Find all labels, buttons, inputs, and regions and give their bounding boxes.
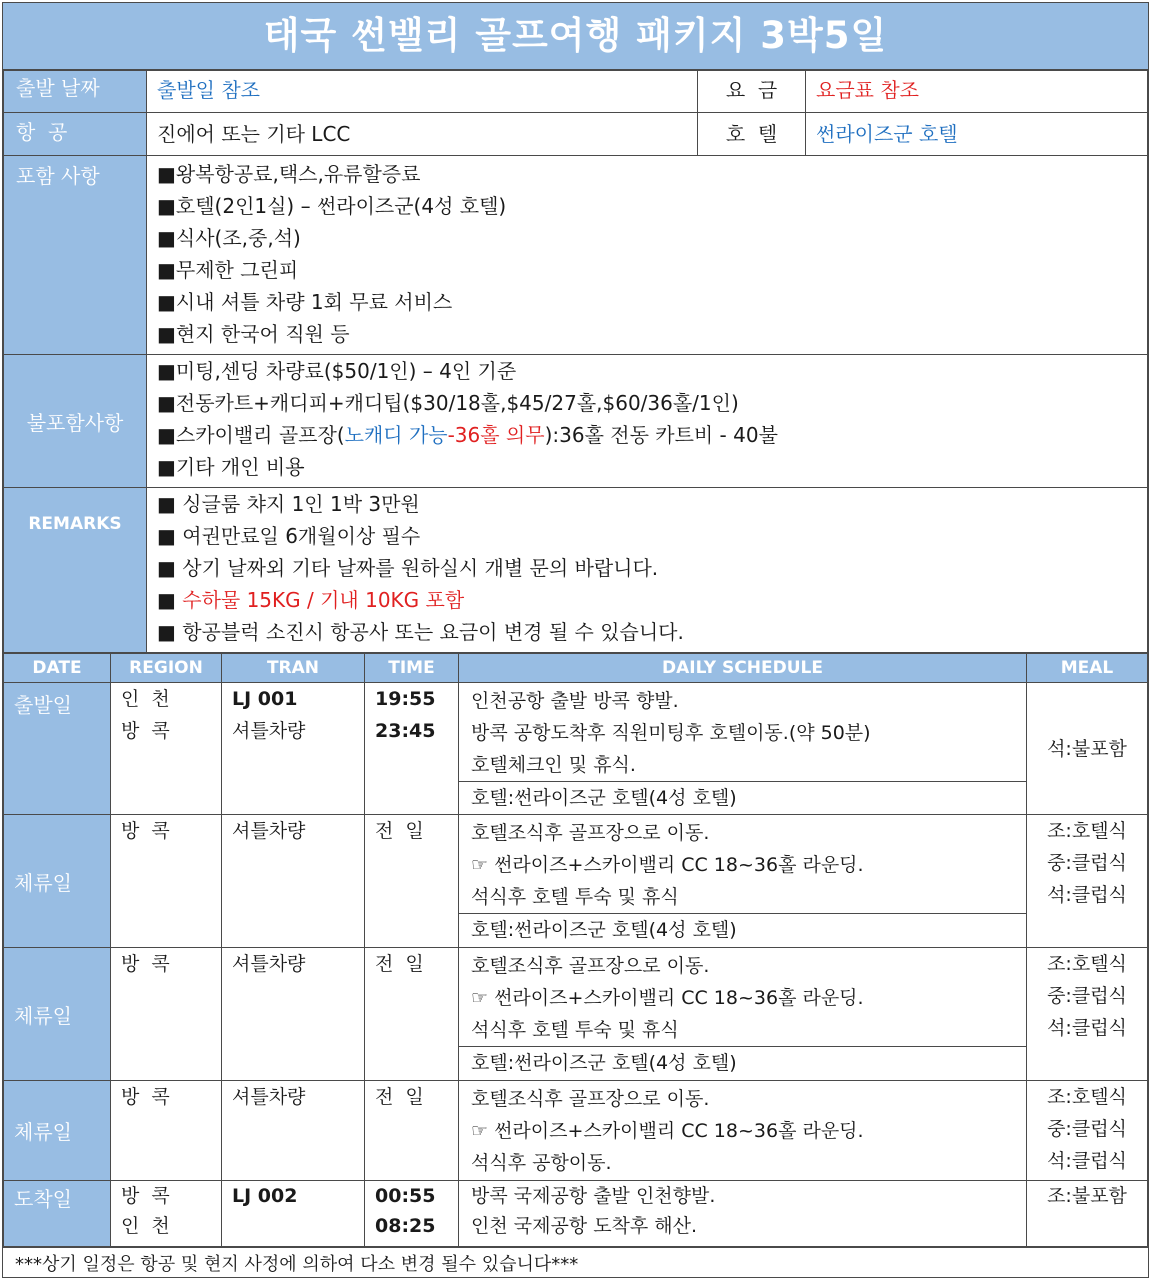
meal-cell: 석:불포함 xyxy=(1027,683,1148,815)
schedule-line: 석식후 호텔 투숙 및 휴식 xyxy=(471,886,679,908)
schedule-line: 호텔조식후 골프장으로 이동. xyxy=(471,822,710,844)
meal-cell: 조:불포함 xyxy=(1027,1181,1148,1247)
schedule-row xyxy=(4,948,1148,1081)
transport-cell: LJ 001 셔틀차량 xyxy=(222,683,365,815)
meal-cell: 조:호텔식 중:클럽식 석:클럽식 xyxy=(1027,1081,1148,1181)
transport-cell: LJ 002 xyxy=(222,1181,365,1247)
day-label: 체류일 xyxy=(4,948,111,1081)
schedule-row xyxy=(4,1081,1148,1181)
schedule-row xyxy=(4,1181,1148,1247)
included-item: ■시내 셔틀 차량 1회 무료 서비스 xyxy=(157,290,453,314)
time-cell: 전 일 xyxy=(365,815,459,948)
daily-schedule-cell xyxy=(459,948,1027,1081)
page-title: 태국 썬밸리 골프여행 패키지 3박5일 xyxy=(3,3,1148,70)
remark-item: ■ 상기 날짜외 기타 날짜를 원하실시 개별 문의 바랍니다. xyxy=(157,556,659,580)
region-cell: 방 콕 xyxy=(111,815,222,948)
schedule-line: 호텔체크인 및 휴식. xyxy=(471,754,636,776)
hotel-value: 썬라이즈군 호텔 xyxy=(806,113,1148,156)
meal-cell: 조:호텔식 중:클럽식 석:클럽식 xyxy=(1027,948,1148,1081)
airline-value: 진에어 또는 기타 LCC xyxy=(147,113,698,156)
excluded-item: ■미팅,센딩 차량료($50/1인) – 4인 기준 xyxy=(157,359,517,383)
itinerary-document xyxy=(2,2,1149,1278)
footer-note: ***상기 일정은 항공 및 현지 사정에 의하여 다소 변경 될수 있습니다*** xyxy=(3,1247,1148,1282)
remark-item: ■ 수하물 15KG / 기내 10KG 포함 xyxy=(157,588,465,612)
schedule-line: 방콕 국제공항 출발 인천향발. xyxy=(471,1185,716,1207)
header-region: REGION xyxy=(111,654,222,683)
day-label: 체류일 xyxy=(4,1081,111,1181)
included-item: ■무제한 그린피 xyxy=(157,258,299,282)
schedule-line: 인천공항 출발 방콕 향발. xyxy=(471,690,679,712)
remark-item: ■ 여권만료일 6개월이상 필수 xyxy=(157,524,421,548)
excluded-list xyxy=(147,355,1148,488)
day-label: 도착일 xyxy=(4,1181,111,1247)
included-item: ■식사(조,중,석) xyxy=(157,226,301,250)
header-meal: MEAL xyxy=(1027,654,1148,683)
hotel-line: 호텔:썬라이즈군 호텔(4성 호텔) xyxy=(459,913,1026,946)
departure-label: 출발 날짜 xyxy=(4,71,147,113)
remarks-label: REMARKS xyxy=(4,488,147,653)
included-item: ■왕복항공료,택스,유류할증료 xyxy=(157,162,421,186)
time-cell: 19:55 23:45 xyxy=(365,683,459,815)
time-cell: 전 일 xyxy=(365,948,459,1081)
time-cell: 00:55 08:25 xyxy=(365,1181,459,1247)
info-table xyxy=(3,70,1148,653)
region-cell: 방 콕 인 천 xyxy=(111,1181,222,1247)
airline-label: 항 공 xyxy=(4,113,147,156)
remark-item: ■ 싱글룸 챠지 1인 1박 3만원 xyxy=(157,492,420,516)
included-item: ■호텔(2인1실) – 썬라이즈군(4성 호텔) xyxy=(157,194,507,218)
schedule-line: 석식후 공항이동. xyxy=(471,1152,612,1174)
remarks-list xyxy=(147,488,1148,653)
daily-schedule-cell xyxy=(459,1081,1027,1181)
hotel-line: 호텔:썬라이즈군 호텔(4성 호텔) xyxy=(459,1046,1026,1079)
remark-item: ■ 항공블럭 소진시 항공사 또는 요금이 변경 될 수 있습니다. xyxy=(157,620,684,644)
included-list xyxy=(147,156,1148,355)
hotel-line: 호텔:썬라이즈군 호텔(4성 호텔) xyxy=(459,781,1026,814)
excluded-item: ■전동카트+캐디피+캐디팁($30/18홀,$45/27홀,$60/36홀/1인) xyxy=(157,391,739,415)
included-item: ■현지 한국어 직원 등 xyxy=(157,322,350,346)
region-cell: 방 콕 xyxy=(111,1081,222,1181)
schedule-line: 호텔조식후 골프장으로 이동. xyxy=(471,955,710,977)
daily-schedule-cell xyxy=(459,1181,1027,1247)
time-cell: 전 일 xyxy=(365,1081,459,1181)
schedule-line: ☞ 썬라이즈+스카이밸리 CC 18~36홀 라운딩. xyxy=(471,854,864,876)
excluded-label: 불포함사항 xyxy=(4,355,147,488)
transport-cell: 셔틀차량 xyxy=(222,815,365,948)
transport-cell: 셔틀차량 xyxy=(222,1081,365,1181)
fare-value: 요금표 참조 xyxy=(806,71,1148,113)
schedule-line: 석식후 호텔 투숙 및 휴식 xyxy=(471,1019,679,1041)
schedule-row xyxy=(4,815,1148,948)
meal-cell: 조:호텔식 중:클럽식 석:클럽식 xyxy=(1027,815,1148,948)
excluded-item: ■기타 개인 비용 xyxy=(157,455,305,479)
region-cell: 방 콕 xyxy=(111,948,222,1081)
day-label: 체류일 xyxy=(4,815,111,948)
included-label: 포함 사항 xyxy=(4,156,147,355)
schedule-table xyxy=(3,653,1148,1247)
schedule-line: 인천 국제공항 도착후 해산. xyxy=(471,1215,698,1237)
daily-schedule-cell xyxy=(459,683,1027,815)
schedule-line: ☞ 썬라이즈+스카이밸리 CC 18~36홀 라운딩. xyxy=(471,1120,864,1142)
hotel-label: 호 텔 xyxy=(698,113,806,156)
fare-label: 요 금 xyxy=(698,71,806,113)
header-tran: TRAN xyxy=(222,654,365,683)
departure-value: 출발일 참조 xyxy=(147,71,698,113)
header-daily-schedule: DAILY SCHEDULE xyxy=(459,654,1027,683)
schedule-line: 방콕 공항도착후 직원미팅후 호텔이동.(약 50분) xyxy=(471,722,871,744)
daily-schedule-cell xyxy=(459,815,1027,948)
header-time: TIME xyxy=(365,654,459,683)
schedule-line: 호텔조식후 골프장으로 이동. xyxy=(471,1088,710,1110)
schedule-row xyxy=(4,683,1148,815)
transport-cell: 셔틀차량 xyxy=(222,948,365,1081)
day-label: 출발일 xyxy=(4,683,111,815)
region-cell: 인 천 방 콕 xyxy=(111,683,222,815)
header-date: DATE xyxy=(4,654,111,683)
excluded-item: ■스카이밸리 골프장(노캐디 가능-36홀 의무):36홀 전동 카트비 - 40불 xyxy=(157,423,778,447)
schedule-line: ☞ 썬라이즈+스카이밸리 CC 18~36홀 라운딩. xyxy=(471,987,864,1009)
